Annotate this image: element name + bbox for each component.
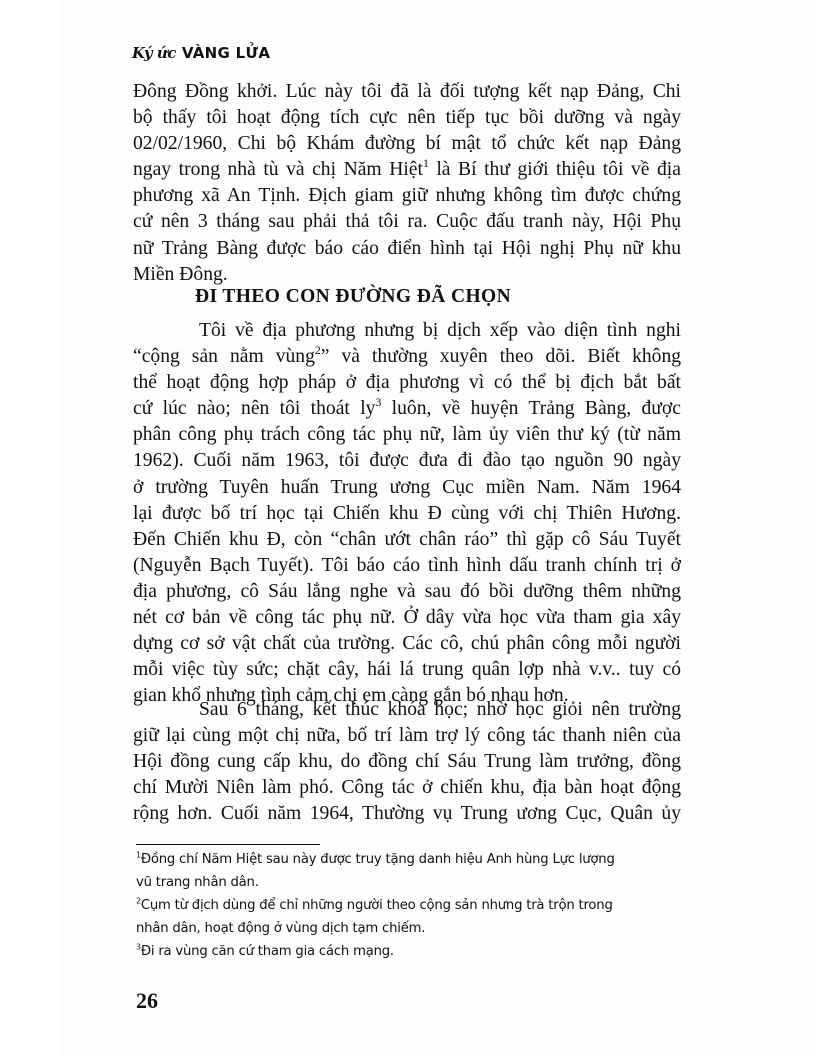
text-line: ở trường Tuyên huấn Trung ương Cục miền Nam. Năm 1964 — [133, 476, 681, 498]
paragraph-3 — [133, 697, 681, 827]
footnote-marker: 3 — [136, 942, 141, 952]
text-line: thể hoạt động hợp pháp ở địa phương vì có thể bị địch bắt bất — [133, 372, 681, 394]
footnote-marker: 1 — [136, 850, 141, 860]
footnote-marker: 2 — [136, 896, 141, 906]
running-head — [132, 44, 270, 62]
text-line: ngay trong nhà tù và chị Năm Hiệt$^1$ là Bí thư giới thiệu tôi về địa — [133, 157, 681, 181]
footnote-2 — [136, 894, 684, 940]
footnote-text: Đi ra vùng căn cứ tham gia cách mạng. — [140, 944, 394, 959]
running-head-title: VÀNG LỬA — [181, 44, 271, 62]
text-line: Đến Chiến khu Đ, còn “chân ướt chân ráo” thì gặp cô Sáu Tuyết — [133, 528, 681, 550]
footnote-line — [136, 848, 684, 871]
footnote-3 — [136, 940, 684, 963]
text-line: cứ lúc nào; nên tôi thoát $ly^3$ luôn, về huyện Trảng Bàng, được — [133, 396, 681, 420]
text-line: phương xã An Tịnh. Địch giam giữ nhưng không tìm được chứng — [133, 185, 681, 207]
text-line: (Nguyễn Bạch Tuyết). Tôi báo cáo tình hình dấu tranh chính trị ở — [133, 554, 681, 576]
text-line: rộng hơn. Cuối năm 1964, Thường vụ Trung ương Cục, Quân ủy — [133, 803, 681, 825]
text-line: “cộng sản nằm vùng$^2$” và thường xuyên theo dõi. Biết không — [133, 343, 682, 368]
text-line: dựng cơ sở vật chất của trường. Các cô, chú phân công mỗi người — [133, 633, 681, 655]
footnote-text: Cụm từ địch dùng để chỉ những người theo cộng sản nhưng trà trộn trong — [140, 898, 613, 913]
paragraph-2 — [133, 318, 681, 709]
text-line: địa phương, cô Sáu lắng nghe và sau đó bồi dưỡng thêm những — [133, 580, 681, 602]
paragraph-1-text — [133, 79, 681, 288]
running-head-script: Ký ức — [132, 44, 176, 62]
section-heading: ĐI THEO CON ĐƯỜNG ĐÃ CHỌN — [195, 286, 512, 307]
footnote-line: vũ trang nhân dân. — [136, 875, 259, 890]
page-number: 26 — [136, 988, 158, 1013]
text-line: nét cơ bản về công tác phụ nữ. Ở dây vừa học vừa tham gia xây — [133, 607, 681, 629]
footnote-line — [136, 940, 684, 963]
text-line: chí Mười Niên làm phó. Công tác ở chiến khu, địa bàn hoạt động — [133, 777, 681, 799]
text-line: bộ thấy tôi hoạt động tích cực nên tiếp tục bồi dưỡng và ngày — [133, 107, 681, 129]
text-line: Đông Đồng khởi. Lúc này tôi đã là đối tượng kết nạp Đảng, Chi — [133, 81, 681, 102]
text-line: nữ Trảng Bàng được báo cáo điển hình tại Hội nghị Phụ nữ khu — [133, 237, 681, 259]
footnote-line: nhân dân, hoạt động ở vùng dịch tạm chiếm. — [136, 921, 426, 936]
paragraph-2-text — [133, 318, 681, 709]
paragraph-3-text — [133, 697, 681, 827]
paragraph-1 — [133, 79, 681, 288]
text-line: phân công phụ trách công tác phụ nữ, làm ủy viên thư ký (từ năm — [133, 424, 681, 446]
footnote-reference: 1 — [422, 157, 429, 171]
footnote-1 — [136, 848, 684, 894]
footnotes — [136, 848, 684, 963]
text-line: giữ lại cùng một chị nữa, bố trí làm trợ lý công tác thanh niên của — [133, 725, 681, 747]
text-line: cứ nên 3 tháng sau phải thả tôi ra. Cuộc đấu tranh này, Hội Phụ — [133, 211, 681, 233]
text-line: 1962). Cuối năm 1963, tôi được đưa đi đào tạo nguồn 90 ngày — [133, 450, 681, 472]
footnote-line — [136, 894, 684, 917]
text-line: mỗi việc tùy sức; chặt cây, hái lá trung quân lợp nhà v.v.. tuy có — [133, 659, 681, 681]
footnote-text: Đồng chí Năm Hiệt sau này được truy tặng danh hiệu Anh hùng Lực lượng — [140, 852, 615, 867]
text-line: gian khổ nhưng tình cảm chị em càng gắn bó nhau hơn. — [133, 685, 569, 707]
footnote-reference: 2 — [314, 343, 321, 357]
text-line: Sau 6 tháng, kết thúc khóa học; nhờ học giỏi nên trường — [199, 699, 681, 720]
footnote-separator — [136, 844, 320, 845]
text-line: Hội đồng cung cấp khu, do đồng chí Sáu Trung làm trưởng, đồng — [133, 751, 681, 773]
text-line: Miền Đông. — [133, 263, 228, 285]
text-line: Tôi về địa phương nhưng bị dịch xếp vào diện tình nghi — [199, 320, 681, 341]
text-line: 02/02/1960, Chi bộ Khám đường bí mật tổ chức kết nạp Đảng — [133, 133, 681, 155]
footnote-reference: 3 — [375, 396, 382, 410]
text-line: lại được bố trí học tại Chiến khu Đ cùng với chị Thiên Hương. — [133, 502, 681, 524]
